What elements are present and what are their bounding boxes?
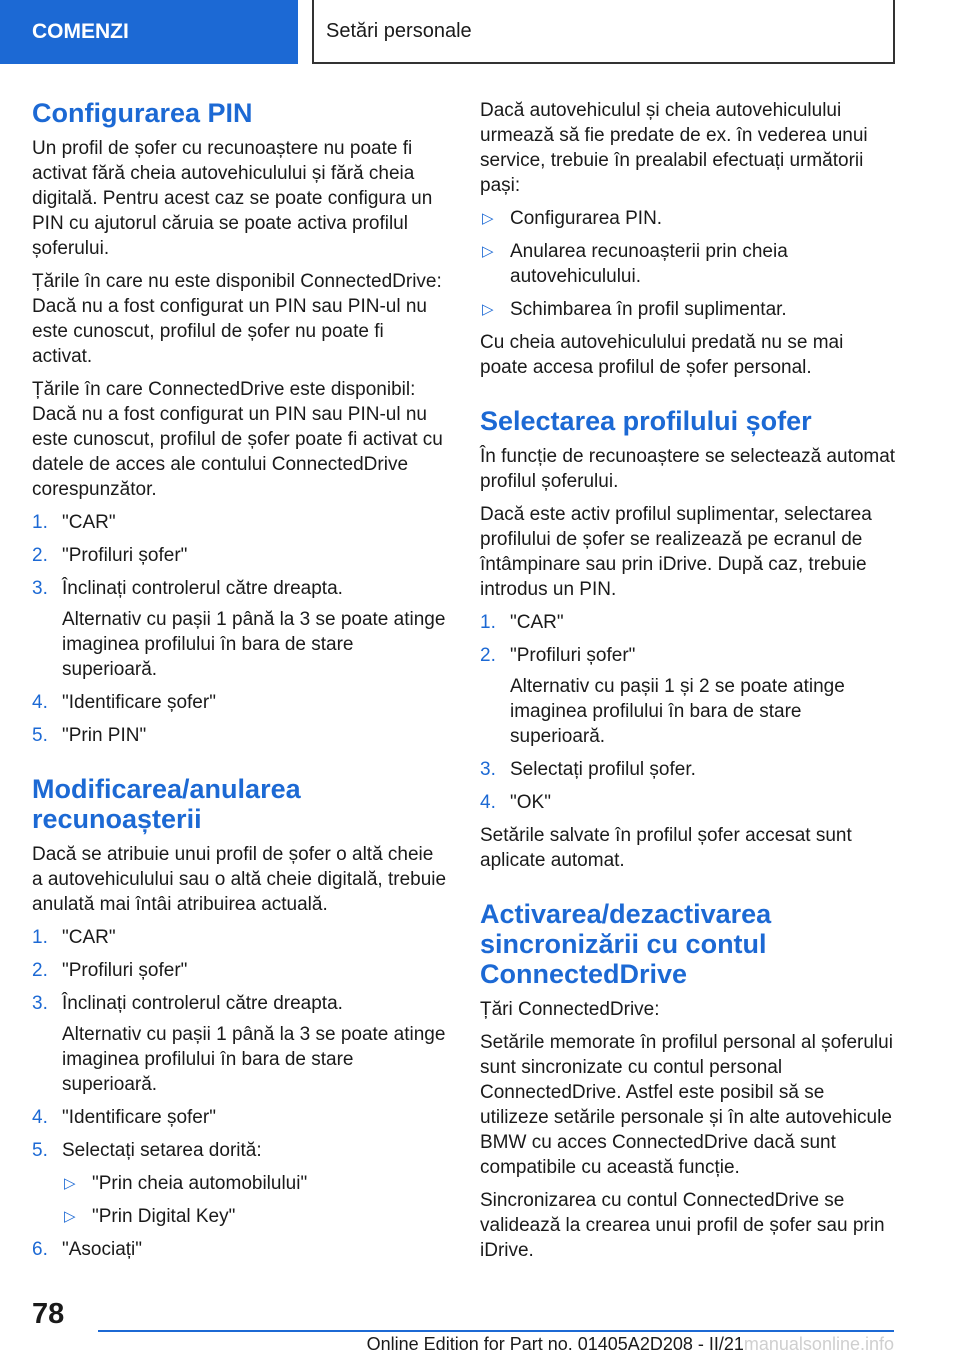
option-item <box>62 1171 448 1196</box>
paragraph: Dacă se atribuie unui profil de șofer o altă cheie a autovehiculului sau o altă cheie digitală, trebuie anulată mai întâi atribuirea actuală. <box>32 844 447 915</box>
step-number: 3. <box>480 759 496 780</box>
step-note: Alternativ cu pașii 1 până la 3 se poate atinge imaginea profilului în bara de stare superioară. <box>62 1024 446 1095</box>
triangle-bullet-icon: ▷ <box>482 301 494 318</box>
step-text: Înclinați controlerul către dreapta. <box>62 993 343 1014</box>
bullet-text: Anularea recunoașterii prin cheia autovehiculului. <box>510 241 788 287</box>
step-text: "Identificare șofer" <box>62 692 216 713</box>
section-title: Setări personale <box>312 0 895 64</box>
paragraph: Setările salvate în profilul șofer accesat sunt aplicate automat. <box>480 825 852 871</box>
step-number: 4. <box>480 792 496 813</box>
heading-modificare-anulare: Modificarea/anularea recunoașterii <box>32 774 301 834</box>
triangle-bullet-icon: ▷ <box>482 210 494 227</box>
step-text: "Profiluri șofer" <box>62 545 188 566</box>
watermark-text: manualsonline.info <box>743 1334 894 1354</box>
option-list <box>62 1171 448 1229</box>
step-number: 4. <box>32 1107 48 1128</box>
bullet-item <box>480 297 896 322</box>
step-number: 2. <box>32 545 48 566</box>
step-item <box>32 576 448 682</box>
chapter-tab[interactable]: COMENZI <box>0 0 298 64</box>
paragraph: Dacă autovehiculul și cheia autovehiculului urmează să fie predate de ex. în vederea unui service, trebuie în prealabil efectuați următorii pași: <box>480 100 868 196</box>
right-column <box>480 98 896 1271</box>
paragraph: Țări ConnectedDrive: <box>480 999 660 1020</box>
heading-configurare-pin: Configurarea PIN <box>32 98 253 128</box>
step-number: 3. <box>32 993 48 1014</box>
option-text: "Prin cheia automobilului" <box>92 1173 308 1194</box>
step-item <box>480 790 896 815</box>
step-item <box>32 1237 448 1262</box>
step-text: "Prin PIN" <box>62 725 147 746</box>
step-number: 2. <box>480 645 496 666</box>
step-item <box>32 958 448 983</box>
step-number: 2. <box>32 960 48 981</box>
step-number: 6. <box>32 1239 48 1260</box>
step-text: "Profiluri șofer" <box>62 960 188 981</box>
paragraph: Un profil de șofer cu recunoaștere nu poate fi activat fără cheia autovehiculului și fără cheia digitală. Pentru acest caz se poate configura un PIN cu ajutorul căruia se poate activa profilul șoferului. <box>32 138 433 259</box>
step-item <box>32 1105 448 1130</box>
paragraph: Sincronizarea cu contul ConnectedDrive se validează la crearea unui profil de șofer sau prin iDrive. <box>480 1190 885 1261</box>
paragraph: Țările în care nu este disponibil ConnectedDrive: Dacă nu a fost configurat un PIN sau PIN-ul nu este cunoscut, profilul de șofer nu poate fi activat. <box>32 271 442 367</box>
step-number: 4. <box>32 692 48 713</box>
step-text: "CAR" <box>62 512 116 533</box>
step-number: 1. <box>32 927 48 948</box>
step-text: "OK" <box>510 792 551 813</box>
footer-edition <box>367 1334 894 1355</box>
step-text: "CAR" <box>510 612 564 633</box>
option-text: "Prin Digital Key" <box>92 1206 236 1227</box>
step-text: "CAR" <box>62 927 116 948</box>
step-item <box>32 543 448 568</box>
triangle-bullet-icon: ▷ <box>64 1175 76 1192</box>
step-text: Selectați profilul șofer. <box>510 759 696 780</box>
step-item <box>32 510 448 535</box>
step-number: 3. <box>32 578 48 599</box>
step-text: Selectați setarea dorită: <box>62 1140 262 1161</box>
step-item <box>32 925 448 950</box>
paragraph: În funcție de recunoaștere se selectează automat profilul șoferului. <box>480 446 896 492</box>
option-item <box>62 1204 448 1229</box>
step-number: 5. <box>32 1140 48 1161</box>
step-number: 5. <box>32 725 48 746</box>
step-note: Alternativ cu pașii 1 și 2 se poate atinge imaginea profilului în bara de stare superioară. <box>510 676 845 747</box>
paragraph: Setările memorate în profilul personal al șoferului sunt sincronizate cu contul personal ConnectedDrive. Astfel este posibil să se utilizeze setările personale și în alte autovehicule BMW cu acces ConnectedDrive dacă sunt compatibile cu această funcție. <box>480 1032 893 1178</box>
step-note: Alternativ cu pașii 1 până la 3 se poate atinge imaginea profilului în bara de stare superioară. <box>62 609 446 680</box>
bullet-text: Configurarea PIN. <box>510 208 663 229</box>
step-text: "Profiluri șofer" <box>510 645 636 666</box>
triangle-bullet-icon: ▷ <box>64 1208 76 1225</box>
steps-list-select <box>480 610 896 815</box>
service-steps-list <box>480 206 896 322</box>
step-text: "Asociați" <box>62 1239 143 1260</box>
heading-sincronizare: Activarea/dezactivarea sincronizării cu contul ConnectedDrive <box>480 899 772 989</box>
step-item <box>32 723 448 748</box>
step-number: 1. <box>480 612 496 633</box>
step-item <box>32 1138 448 1229</box>
step-item <box>480 643 896 749</box>
bullet-text: Schimbarea în profil suplimentar. <box>510 299 787 320</box>
step-item <box>32 991 448 1097</box>
step-text: "Identificare șofer" <box>62 1107 216 1128</box>
step-item <box>480 757 896 782</box>
paragraph: Cu cheia autovehiculului predată nu se mai poate accesa profilul de șofer personal. <box>480 332 844 378</box>
paragraph: Țările în care ConnectedDrive este disponibil: Dacă nu a fost configurat un PIN sau PIN-ul nu este cunoscut, profilul de șofer poate fi activat cu datele de acces ale contului ConnectedDrive corespunzător. <box>32 379 443 500</box>
step-number: 1. <box>32 512 48 533</box>
page-number: 78 <box>32 1298 65 1330</box>
paragraph: Dacă este activ profilul suplimentar, selectarea profilului de șofer se realizează pe ecranul de întâmpinare sau prin iDrive. După caz, trebuie introdus un PIN. <box>480 504 872 600</box>
bullet-item <box>480 206 896 231</box>
step-item <box>32 690 448 715</box>
edition-text: Online Edition for Part no. 01405A2D208 - II/21 <box>366 1334 744 1354</box>
step-text: Înclinați controlerul către dreapta. <box>62 578 343 599</box>
step-item <box>480 610 896 635</box>
bullet-item <box>480 239 896 289</box>
steps-list-modify <box>32 925 448 1262</box>
steps-list-pin <box>32 510 448 748</box>
left-column <box>32 98 448 1270</box>
heading-selectare-profil: Selectarea profilului șofer <box>480 406 812 436</box>
footer-divider <box>98 1330 894 1332</box>
triangle-bullet-icon: ▷ <box>482 243 494 260</box>
